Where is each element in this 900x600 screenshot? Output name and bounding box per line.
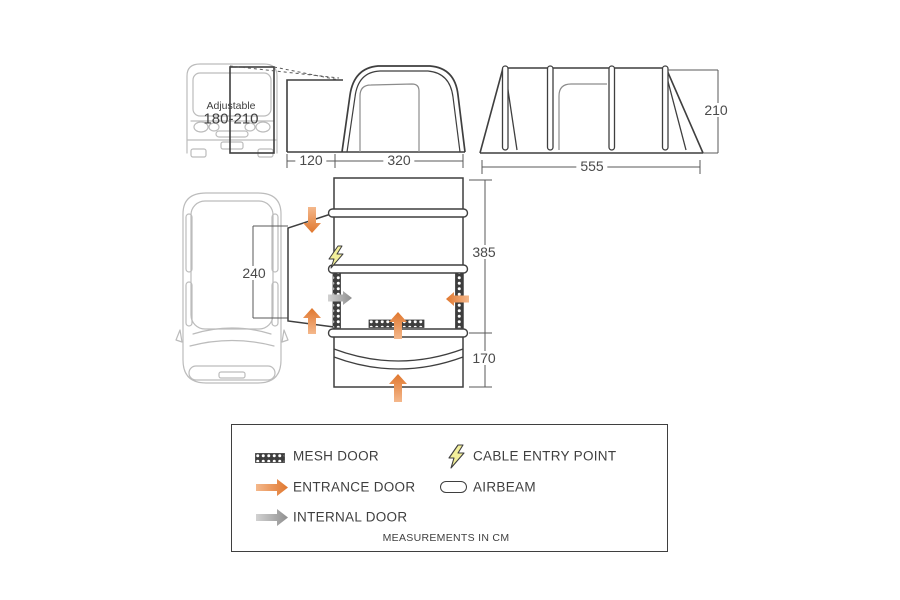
airbeam-icon: [440, 481, 467, 493]
dim-320-label: 320: [383, 153, 414, 167]
entrance-door-arrow-tunnel-bottom: [303, 308, 321, 334]
airbeam-bar: [329, 265, 468, 273]
measurements-note: MEASUREMENTS IN CM: [382, 532, 510, 544]
dim-170-label: 170: [468, 351, 499, 365]
airbeam-pole: [663, 66, 669, 150]
awning-side-view: [480, 66, 703, 153]
van-top-view: [176, 193, 288, 383]
mesh-door-icon: [255, 450, 285, 468]
entrance-door-arrow-tunnel-top: [303, 207, 321, 233]
dim-555-label: 555: [576, 159, 607, 173]
dim-385-label: 385: [468, 245, 499, 259]
dim-210-label: 210: [700, 103, 731, 117]
legend-entrance-door-label: ENTRANCE DOOR: [293, 479, 416, 495]
airbeam-pole: [503, 66, 509, 150]
airbeam-bar: [329, 209, 468, 217]
cable-entry-icon: [448, 444, 465, 474]
dim-240-label: 240: [238, 266, 269, 280]
airbeam-pole: [609, 66, 615, 150]
legend-airbeam-label: AIRBEAM: [473, 479, 536, 495]
dim-120-label: 120: [295, 153, 326, 167]
adjustable-range-label: 180-210: [203, 110, 259, 128]
legend-box: [231, 424, 668, 552]
airbeam-pole: [548, 66, 554, 150]
internal-door-icon: [255, 508, 289, 532]
floor-plan: [329, 178, 468, 387]
awning-front-view: [287, 66, 465, 152]
legend-mesh-door-label: MESH DOOR: [293, 448, 379, 464]
adjustable-label: Adjustable: [206, 99, 256, 112]
entrance-door-icon: [255, 478, 289, 502]
legend-cable-entry-label: CABLE ENTRY POINT: [473, 448, 617, 464]
legend-internal-door-label: INTERNAL DOOR: [293, 509, 408, 525]
